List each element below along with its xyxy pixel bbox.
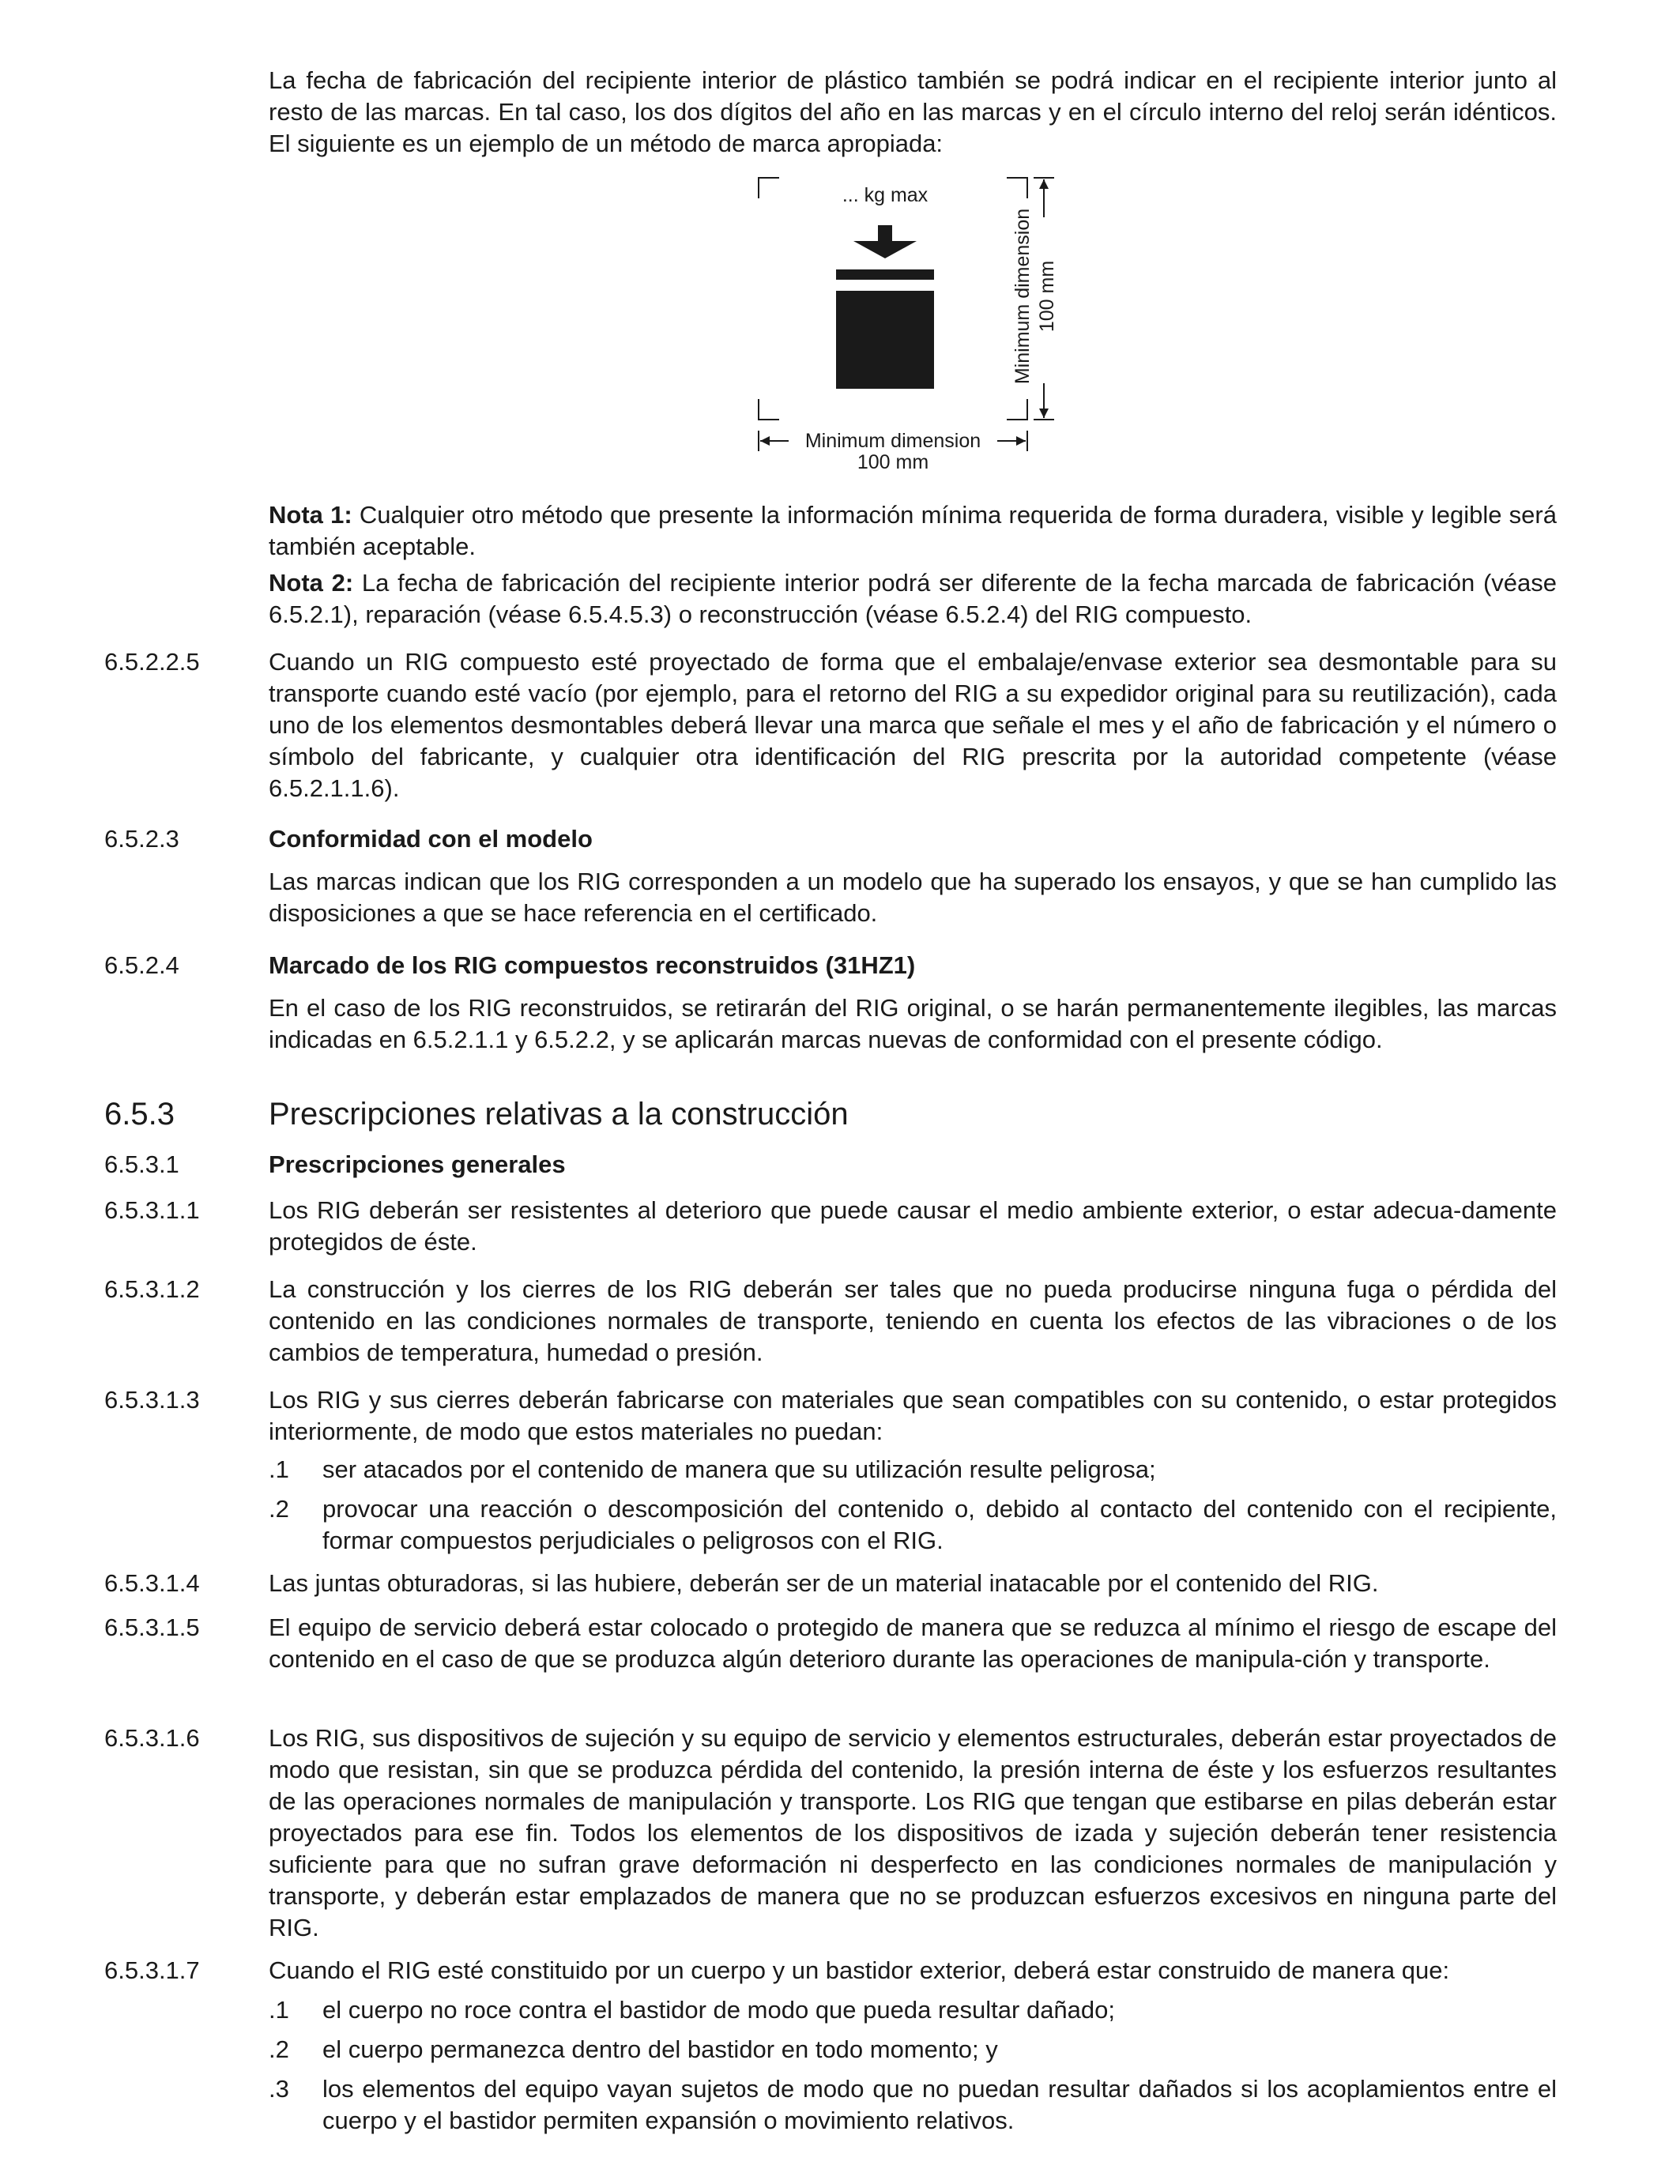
section-text: Cuando el RIG esté constituido por un cuerpo y un bastidor exterior, deberá estar construido de manera que: — [269, 1956, 1450, 1984]
section-number: 6.5.3.1.2 — [104, 1275, 200, 1303]
chapter-heading: Prescripciones relativas a la construcción — [269, 1097, 849, 1132]
list-item: provocar una reacción o descomposición del contenido o, debido al contacto del contenido con el recipiente, formar compuestos perjudiciales o peligrosos con el RIG. — [322, 1495, 1557, 1554]
list-item: el cuerpo no roce contra el bastidor de modo que pueda resultar dañado; — [322, 1996, 1116, 2024]
nota-2-text: La fecha de fabricación del recipiente interior podrá ser diferente de la fecha marcada de fabricación (véase 6.5.2.1), reparación (véase 6.5.4.5.3) o reconstrucción (véase 6.5.2.4) del RIG compuesto. — [269, 569, 1557, 628]
horizontal-dim-label-1: Minimum dimension — [804, 430, 981, 452]
section-text: Las marcas indican que los RIG corresponden a un modelo que ha superado los ensayos, y que se han cumplido las disposiciones a que se hace referencia en el certificado. — [269, 868, 1557, 927]
list-item: ser atacados por el contenido de manera que su utilización resulte peligrosa; — [322, 1455, 1156, 1483]
section-number: 6.5.2.3 — [104, 825, 179, 853]
stacking-mark-figure — [743, 170, 1075, 486]
nota-1 — [269, 499, 1557, 563]
section-text: Cuando un RIG compuesto esté proyectado de forma que el embalaje/envase exterior sea desmontable para su transporte cuando esté vacío (por ejemplo, para el retorno del RIG a su expedidor original para su reutilización), cada uno de los elementos desmontables deberá llevar una marca que señale el mes y el año de fabricación y el número o símbolo del fabricante, y cualquier otra identificación del RIG prescrita por la autoridad competente (véase 6.5.2.1.1.6). — [269, 648, 1557, 802]
list-item-number: .3 — [269, 2075, 289, 2103]
stack-bar — [836, 269, 934, 280]
list-item: el cuerpo permanezca dentro del bastidor en todo momento; y — [322, 2035, 998, 2063]
section-number: 6.5.3.1 — [104, 1150, 179, 1178]
intro-paragraph: La fecha de fabricación del recipiente interior de plástico también se podrá indicar en el recipiente interior junto al resto de las marcas. En tal caso, los dos dígitos del año en las marcas y en el círculo interno del reloj serán idénticos. El siguiente es un ejemplo de un método de marca apropiada: — [269, 66, 1557, 157]
vertical-dim-label-2: 100 mm — [1036, 260, 1058, 333]
nota-2-label: Nota 2: — [269, 569, 354, 597]
vertical-dim-label-1: Minimum dimension — [1011, 208, 1034, 385]
section-heading: Prescripciones generales — [269, 1150, 566, 1178]
chapter-number: 6.5.3 — [104, 1097, 175, 1132]
section-text: Los RIG y sus cierres deberán fabricarse con materiales que sean compatibles con su contenido, o estar protegidos interiormente, de modo que estos materiales no puedan: — [269, 1386, 1557, 1445]
section-number: 6.5.3.1.5 — [104, 1614, 200, 1641]
horizontal-dim-label-2: 100 mm — [857, 451, 929, 473]
section-number: 6.5.3.1.1 — [104, 1196, 200, 1224]
section-number: 6.5.2.2.5 — [104, 648, 200, 676]
section-heading: Conformidad con el modelo — [269, 825, 593, 853]
list-item-number: .2 — [269, 2035, 289, 2063]
section-text: Los RIG deberán ser resistentes al deterioro que puede causar el medio ambiente exterior, o estar adecua-damente protegidos de éste. — [269, 1196, 1557, 1256]
section-text: En el caso de los RIG reconstruidos, se retirarán del RIG original, o se harán permanentemente ilegibles, las marcas indicadas en 6.5.2.1.1 y 6.5.2.2, y se aplicarán marcas nuevas de conformidad con el presente código. — [269, 994, 1557, 1053]
section-number: 6.5.3.1.6 — [104, 1724, 200, 1752]
section-text: La construcción y los cierres de los RIG deberán ser tales que no pueda producirse ninguna fuga o pérdida del contenido en las condiciones normales de transporte, teniendo en cuenta los efectos de las vibraciones o de los cambios de temperatura, humedad o presión. — [269, 1275, 1557, 1366]
section-number: 6.5.3.1.3 — [104, 1386, 200, 1414]
nota-2 — [269, 567, 1557, 631]
down-arrow-icon — [853, 225, 917, 258]
list-item-number: .2 — [269, 1495, 289, 1523]
list-item-number: .1 — [269, 1996, 289, 2024]
section-text: Los RIG, sus dispositivos de sujeción y su equipo de servicio y elementos estructurales, deberán estar proyectados de modo que resistan, sin que se produzca pérdida del contenido, la presión interna de éste y los esfuerzos resultantes de las operaciones normales de manipulación y transporte. Los RIG que tengan que estibarse en pilas deberán estar proyectados para ese fin. Todos los elementos de los dispositivos de izada y sujeción deberán tener resistencia suficiente para que no sufran grave deformación ni desperfecto en las condiciones normales de manipulación y transporte, y deberán estar emplazados de manera que no se produzcan esfuerzos excesivos en ninguna parte del RIG. — [269, 1724, 1557, 1941]
nota-1-text: Cualquier otro método que presente la información mínima requerida de forma duradera, visible y legible será también aceptable. — [269, 501, 1557, 560]
section-text: Las juntas obturadoras, si las hubiere, deberán ser de un material inatacable por el contenido del RIG. — [269, 1569, 1379, 1597]
list-item-number: .1 — [269, 1455, 289, 1483]
section-number: 6.5.3.1.7 — [104, 1956, 200, 1984]
stack-box — [836, 291, 934, 389]
section-number: 6.5.3.1.4 — [104, 1569, 200, 1597]
section-number: 6.5.2.4 — [104, 951, 179, 979]
section-heading: Marcado de los RIG compuestos reconstruidos (31HZ1) — [269, 951, 916, 979]
list-item: los elementos del equipo vayan sujetos de modo que no puedan resultar dañados si los acoplamientos entre el cuerpo y el bastidor permiten expansión o movimiento relativos. — [322, 2075, 1557, 2134]
kg-max-label: ... kg max — [842, 184, 929, 206]
section-text: El equipo de servicio deberá estar colocado o protegido de manera que se reduzca al mínimo el riesgo de escape del contenido en el caso de que se produzca algún deterioro durante las operaciones de manipula-ción y transporte. — [269, 1614, 1557, 1673]
nota-1-label: Nota 1: — [269, 501, 352, 529]
